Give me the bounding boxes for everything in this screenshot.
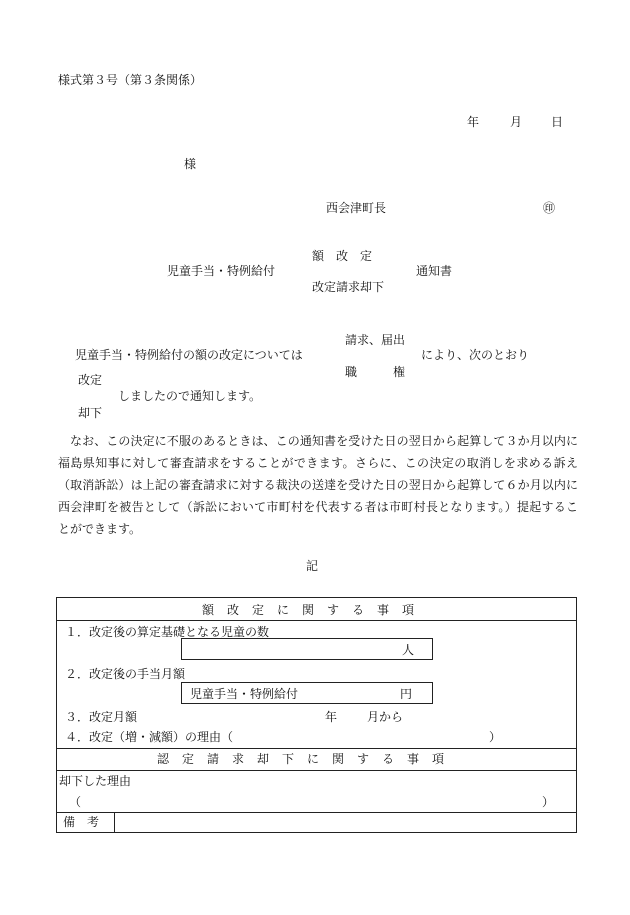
date-month-label: 月	[510, 115, 523, 129]
table-divider	[57, 812, 576, 813]
ki-heading: 記	[306, 559, 319, 573]
rejection-reason-close: ）	[542, 795, 555, 809]
child-count-field	[181, 638, 433, 660]
rejection-reason-label: 却下した理由	[59, 774, 132, 788]
appeal-notice: なお、この決定に不服のあるときは、この通知書を受けた日の翌日から起算して３か月以内に福島県知事に対して審査請求をすることができます。さらに、この決定の取消しを求める訴え（取消訴訟）は上記の審査請求に対する裁決の送達を受けた日の翌日から起算して６か月以内に西会津町を被告として（訴訟において市町村を代表する者は市町村長となります。）提起することができます。	[58, 434, 578, 536]
revision-reason-close: ）	[489, 730, 502, 744]
rejection-reason-open: （	[69, 795, 82, 809]
notice-details-table	[56, 597, 577, 833]
item-revision-month-label: ３．改定月額	[65, 710, 138, 724]
table-divider	[57, 748, 576, 749]
table-divider	[57, 770, 576, 771]
result-revised: 改定	[78, 373, 103, 387]
result-rejected: 却下	[78, 406, 103, 420]
body-line2: しましたので通知します。	[118, 389, 262, 403]
monthly-amount-unit: 円	[400, 687, 413, 701]
item-revision-reason-label: ４．改定（増・減額）の理由（	[65, 730, 234, 744]
date-day-label: 日	[551, 115, 564, 129]
child-count-unit: 人	[402, 643, 415, 657]
date-year-label: 年	[467, 115, 480, 129]
item-monthly-amount-label: ２．改定後の手当月額	[65, 667, 186, 681]
seal-mark: ㊞	[543, 201, 556, 215]
ground-ex-officio: 職 権	[345, 365, 406, 379]
remarks-label: 備 考	[63, 815, 100, 829]
section-amount-revision-header: 額改定に関する事項	[202, 603, 428, 617]
title-option-amount-revision: 額 改 定	[312, 249, 373, 263]
body-line1-left: 児童手当・特例給付の額の改定については	[75, 348, 303, 362]
remarks-divider	[114, 812, 115, 832]
addressee-suffix: 様	[184, 157, 197, 171]
monthly-amount-field	[181, 682, 433, 704]
title-option-rejection: 改定請求却下	[312, 280, 385, 294]
form-number: 様式第３号（第３条関係）	[58, 73, 203, 87]
issuer-name: 西会津町長	[326, 201, 387, 215]
body-line1-right: により、次のとおり	[421, 348, 530, 362]
title-suffix: 通知書	[416, 264, 453, 278]
monthly-amount-name: 児童手当・特例給付	[190, 687, 299, 701]
section-rejection-header: 認定請求却下に関する事項	[157, 752, 458, 766]
item-child-count-label: １．改定後の算定基礎となる児童の数	[65, 625, 270, 639]
table-divider	[57, 620, 576, 621]
title-subject: 児童手当・特例給付	[167, 264, 276, 278]
ground-request: 請求、届出	[345, 333, 406, 347]
revision-year-label: 年	[325, 710, 338, 724]
revision-month-label: 月から	[367, 710, 404, 724]
